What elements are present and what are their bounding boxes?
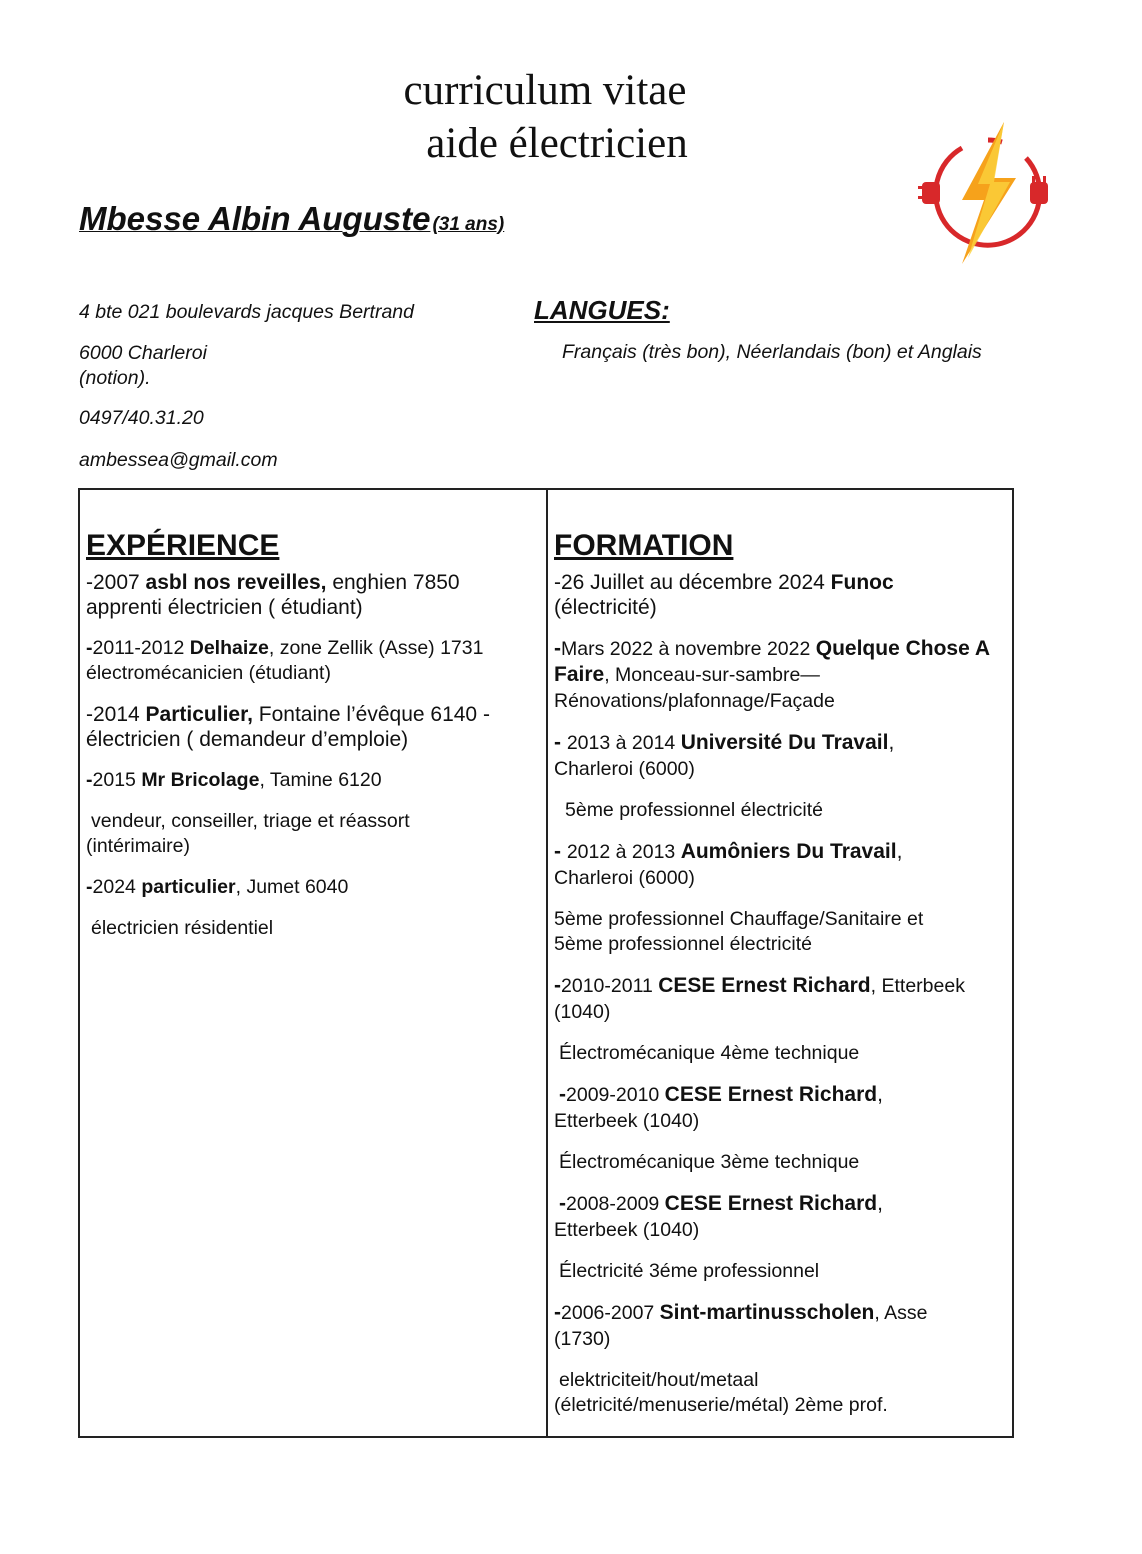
formation-detail: Électromécanique 3ème technique <box>559 1151 860 1173</box>
formation-entry: - 2012 à 2013 Aumôniers Du Travail, Charleroi (6000) <box>554 840 903 889</box>
title-line-1: curriculum vitae <box>403 67 687 114</box>
lightning-plug-icon <box>918 118 1058 268</box>
phone-number: 0497/40.31.20 <box>79 407 204 429</box>
formation-detail: 5ème professionnel Chauffage/Sanitaire et 5ème professionnel électricité <box>554 908 924 955</box>
address-line-3: (notion). <box>79 367 151 389</box>
formation-entry: -2009-2010 CESE Ernest Richard, Etterbeek (1040) <box>554 1083 883 1132</box>
experience-column <box>80 490 548 1436</box>
experience-title: EXPÉRIENCE <box>86 529 280 562</box>
cv-table <box>78 488 1014 1438</box>
person-name: Mbesse Albin Auguste <box>79 200 431 237</box>
title-line-2: aide électricien <box>426 120 688 167</box>
experience-entry: -2007 asbl nos reveilles, enghien 7850 apprenti électricien ( étudiant) <box>86 571 460 619</box>
formation-column <box>548 490 1012 1436</box>
formation-entry: - 2013 à 2014 Université Du Travail, Charleroi (6000) <box>554 731 895 780</box>
formation-entry: -2006-2007 Sint-martinusscholen, Asse (1730) <box>554 1301 928 1350</box>
formation-entry: -2010-2011 CESE Ernest Richard, Etterbeek (1040) <box>554 974 965 1023</box>
name-heading <box>79 200 504 238</box>
formation-detail: Électricité 3éme professionnel <box>559 1260 820 1282</box>
formation-detail: 5ème professionnel électricité <box>565 799 823 821</box>
address-line-1: 4 bte 021 boulevards jacques Bertrand <box>79 301 414 323</box>
experience-entry: -2024 particulier, Jumet 6040 <box>86 876 349 898</box>
experience-detail: électricien résidentiel <box>91 917 274 939</box>
experience-entry: -2014 Particulier, Fontaine l’évêque 6140 - électricien ( demandeur d’emploie) <box>86 703 490 751</box>
person-age: (31 ans) <box>432 214 505 235</box>
formation-entry: -26 Juillet au décembre 2024 Funoc (électricité) <box>554 571 894 619</box>
experience-entry: -2011-2012 Delhaize, zone Zellik (Asse) 1731 électromécanicien (étudiant) <box>86 637 484 684</box>
experience-detail: vendeur, conseiller, triage et réassort (intérimaire) <box>86 810 410 857</box>
email-address: ambessea@gmail.com <box>79 449 278 471</box>
languages-title: LANGUES: <box>534 295 670 325</box>
formation-detail: Électromécanique 4ème technique <box>559 1042 860 1064</box>
formation-detail: elektriciteit/hout/metaal (életricité/menuserie/métal) 2ème prof. <box>554 1369 888 1416</box>
languages-text: Français (très bon), Néerlandais (bon) et Anglais <box>562 341 982 363</box>
formation-title: FORMATION <box>554 529 734 562</box>
formation-entry: -Mars 2022 à novembre 2022 Quelque Chose A Faire, Monceau-sur-sambre— Rénovations/plafonnage/Façade <box>554 637 990 712</box>
formation-entry: -2008-2009 CESE Ernest Richard, Etterbeek (1040) <box>554 1192 883 1241</box>
address-line-2: 6000 Charleroi <box>79 342 207 364</box>
experience-entry: -2015 Mr Bricolage, Tamine 6120 <box>86 769 382 791</box>
